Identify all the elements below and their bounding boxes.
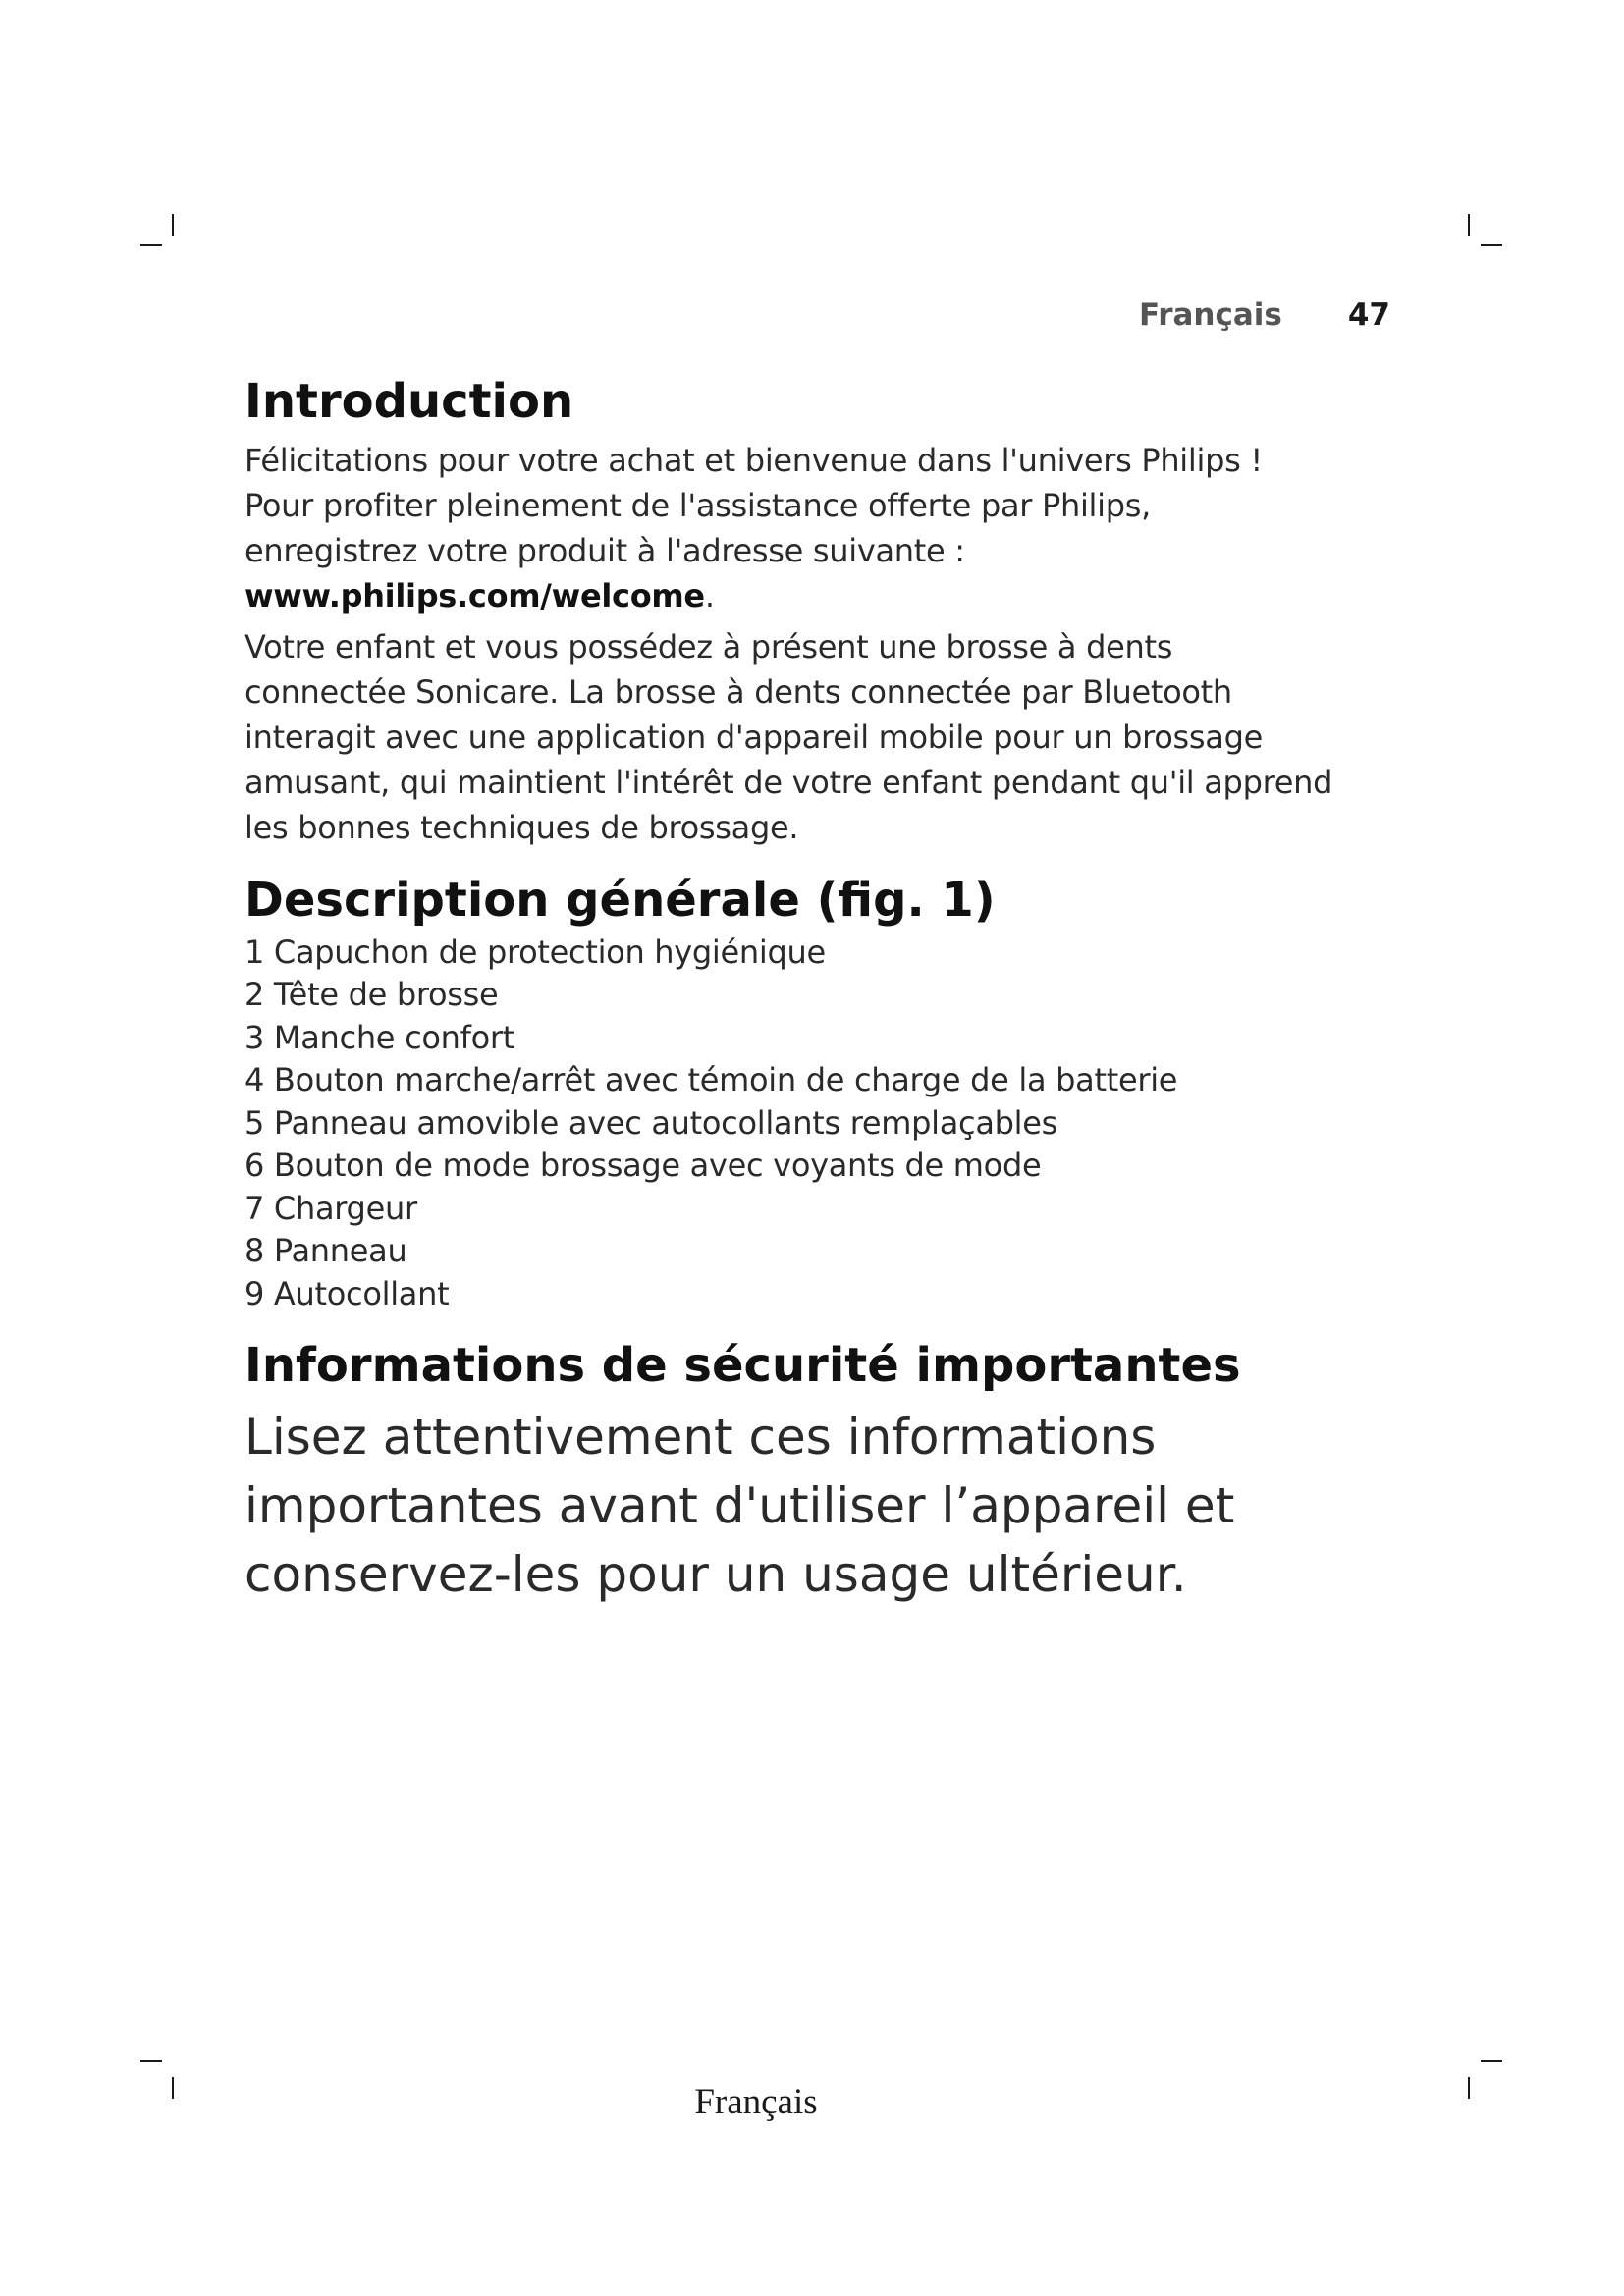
- philips-welcome-link[interactable]: www.philips.com/welcome: [244, 577, 705, 615]
- intro-p2-line-3: interagit avec une application d'appareil mobile pour un brossage: [244, 719, 1263, 757]
- crop-mark-bottom-right-horizontal: [1481, 2060, 1502, 2062]
- list-item: 6 Bouton de mode brossage avec voyants de mode: [244, 1147, 1042, 1185]
- intro-p1-line-3: enregistrez votre produit à l'adresse suivante :: [244, 532, 965, 570]
- introduction-paragraph-2: [244, 624, 1403, 850]
- crop-mark-top-right-vertical: [1468, 214, 1470, 236]
- intro-p2-line-1: Votre enfant et vous possédez à présent une brosse à dents: [244, 628, 1173, 667]
- safety-lead-line-3: conservez-les pour un usage ultérieur.: [244, 1545, 1187, 1603]
- safety-lead: [244, 1403, 1403, 1609]
- list-item: 7 Chargeur: [244, 1189, 417, 1227]
- safety-lead-line-1: Lisez attentivement ces informations: [244, 1408, 1157, 1466]
- footer-language: Français: [694, 2082, 818, 2122]
- crop-mark-bottom-left-horizontal: [140, 2060, 162, 2062]
- list-item: 1 Capuchon de protection hygiénique: [244, 933, 826, 971]
- running-header: [1139, 294, 1390, 336]
- crop-mark-top-right-horizontal: [1481, 244, 1502, 246]
- list-item: 4 Bouton marche/arrêt avec témoin de charge de la batterie: [244, 1061, 1178, 1099]
- header-language: Français: [1139, 297, 1282, 333]
- list-item: 9 Autocollant: [244, 1274, 450, 1312]
- list-item: 5 Panneau amovible avec autocollants remplaçables: [244, 1103, 1058, 1142]
- page-content: [244, 371, 1403, 1609]
- crop-mark-top-left-horizontal: [140, 244, 162, 246]
- page-number: 47: [1347, 297, 1390, 333]
- intro-p1-line-1: Félicitations pour votre achat et bienvenue dans l'univers Philips !: [244, 442, 1263, 480]
- intro-p2-line-4: amusant, qui maintient l'intérêt de votre enfant pendant qu'il apprend: [244, 764, 1333, 802]
- list-item: 8 Panneau: [244, 1232, 407, 1270]
- intro-p2-line-2: connectée Sonicare. La brosse à dents connectée par Bluetooth: [244, 673, 1232, 712]
- description-title: Description générale (fig. 1): [244, 873, 996, 929]
- intro-p2-line-5: les bonnes techniques de brossage.: [244, 809, 799, 847]
- safety-lead-line-2: importantes avant d'utiliser l’appareil et: [244, 1476, 1235, 1534]
- crop-mark-top-left-vertical: [172, 214, 174, 236]
- list-item: 2 Tête de brosse: [244, 976, 499, 1014]
- introduction-title: Introduction: [244, 374, 574, 429]
- link-suffix: .: [704, 577, 715, 615]
- intro-p1-line-2: Pour profiter pleinement de l'assistance offerte par Philips,: [244, 487, 1151, 525]
- safety-title: Informations de sécurité importantes: [244, 1338, 1241, 1394]
- introduction-paragraph-1: [244, 438, 1403, 618]
- list-item: 3 Manche confort: [244, 1018, 514, 1056]
- parts-list: [244, 932, 1403, 1316]
